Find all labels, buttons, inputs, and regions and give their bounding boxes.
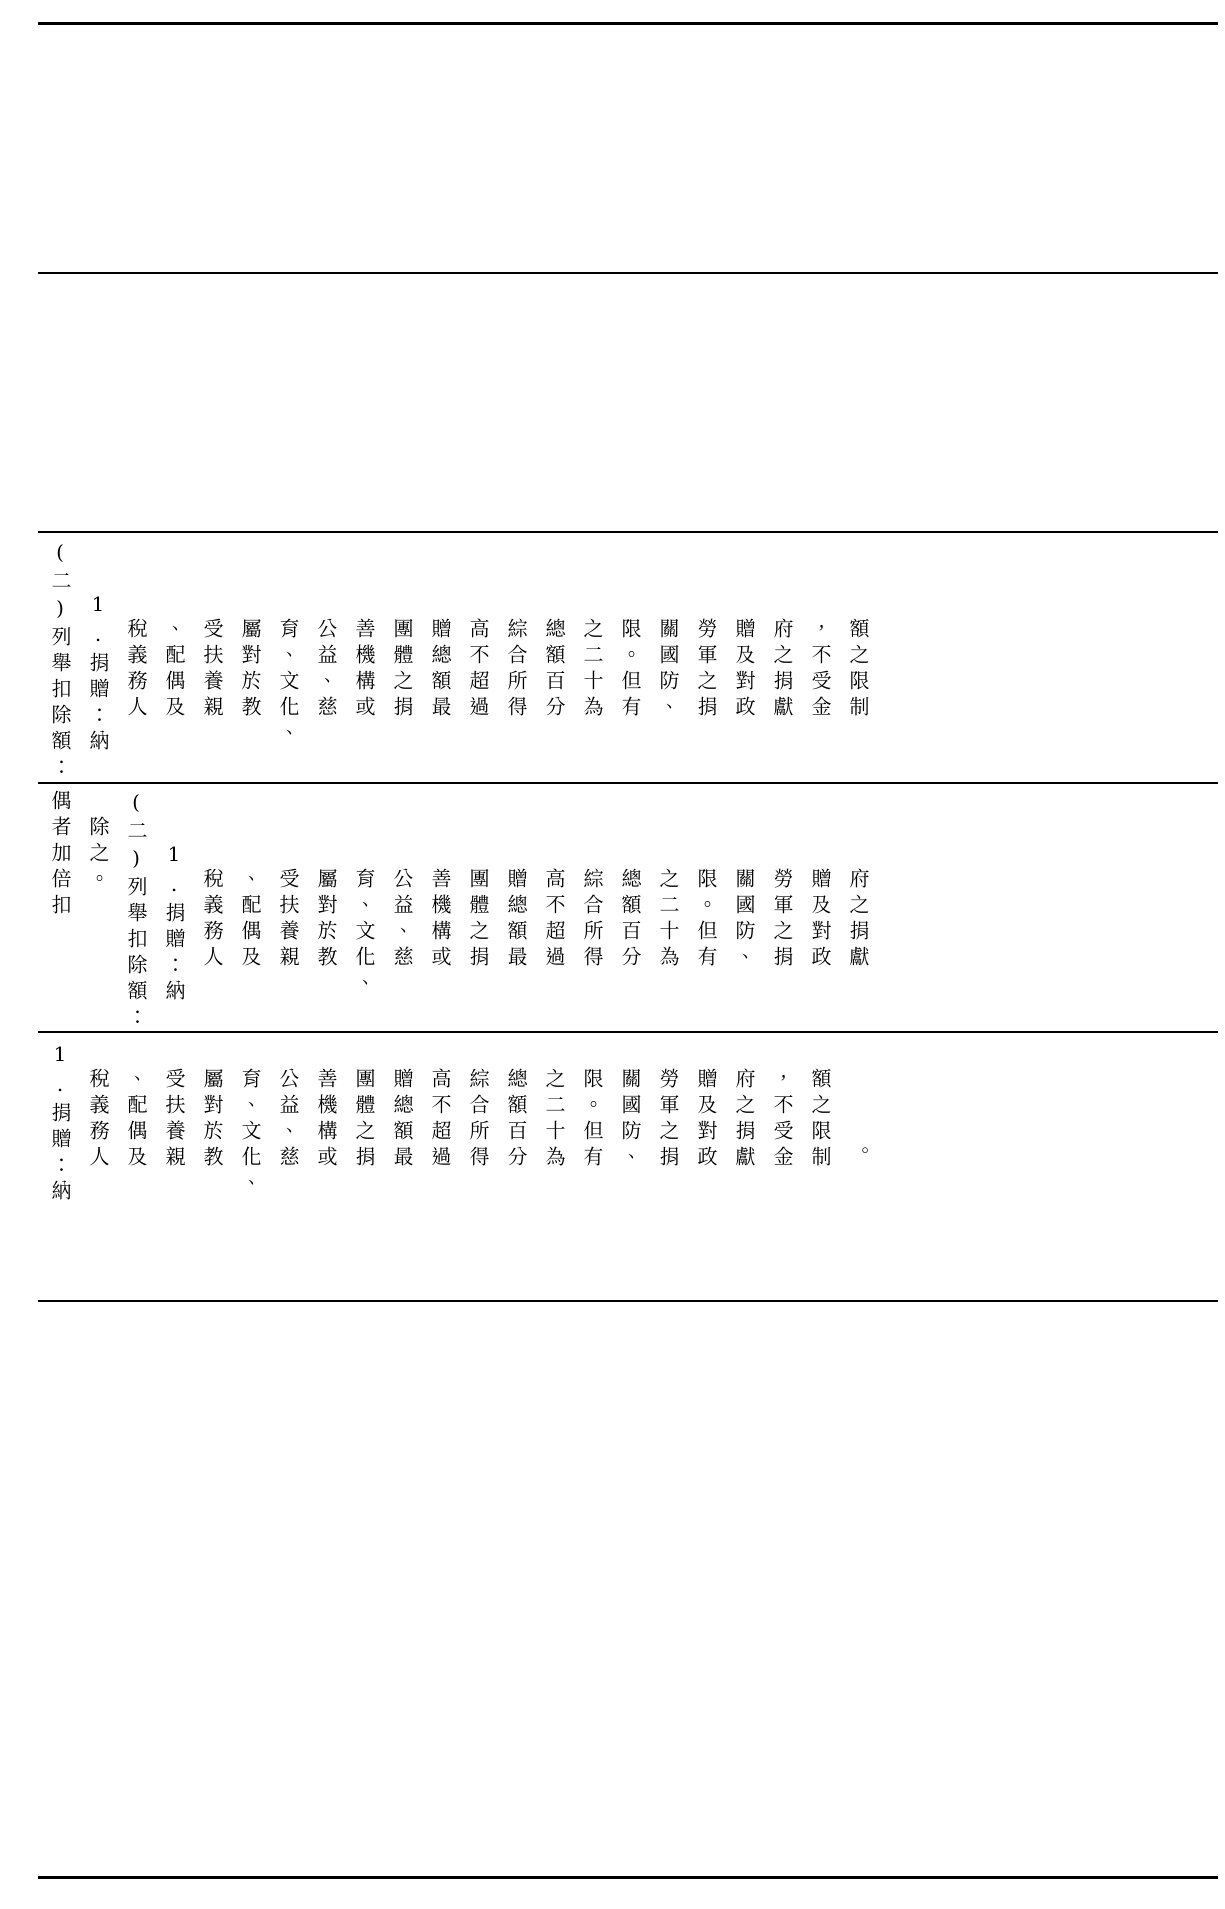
vertical-column: 府之捐獻 — [732, 1042, 756, 1172]
vertical-column: 公益、慈 — [276, 1042, 300, 1172]
vertical-column: 之二十為 — [542, 1042, 566, 1172]
vertical-column: 勞軍之捐 — [770, 790, 794, 972]
vertical-column: 勞軍之捐 — [694, 540, 718, 722]
vertical-column: 受扶養親 — [200, 540, 224, 722]
vertical-column: 育、文化、 — [238, 1042, 262, 1198]
vertical-column: 綜合所得 — [504, 540, 528, 722]
vertical-column: 關國防、 — [656, 540, 680, 722]
vertical-column: 屬對於教 — [238, 540, 262, 722]
vertical-column: 育、文化、 — [276, 540, 300, 748]
vertical-column: 贈及對政 — [694, 1042, 718, 1172]
vertical-column: 稅義務人 — [200, 790, 224, 972]
vertical-column: 。 — [846, 1042, 870, 1172]
vertical-column: 公益、慈 — [314, 540, 338, 722]
vertical-column: (二)列舉扣除額： — [48, 540, 72, 782]
vertical-column: (二)列舉扣除額： — [124, 790, 148, 1032]
vertical-column: 育、文化、 — [352, 790, 376, 998]
vertical-column: 高不超過 — [542, 790, 566, 972]
vertical-column: 稅義務人 — [124, 540, 148, 722]
vertical-column: 團體之捐 — [352, 1042, 376, 1172]
vertical-column: 關國防、 — [732, 790, 756, 972]
vertical-column: 1.捐贈：納 — [86, 540, 110, 756]
vertical-column: 偶者加倍扣 — [48, 790, 72, 920]
vertical-column: 總額百分 — [542, 540, 566, 722]
vertical-column: 善機構或 — [352, 540, 376, 722]
vertical-column: 限。但有 — [694, 790, 718, 972]
vertical-column: 1.捐贈：納 — [48, 1042, 72, 1206]
vertical-column: 贈及對政 — [808, 790, 832, 972]
vertical-column: 受扶養親 — [162, 1042, 186, 1172]
vertical-column: 屬對於教 — [200, 1042, 224, 1172]
vertical-column: 受扶養親 — [276, 790, 300, 972]
vertical-column: 善機構或 — [314, 1042, 338, 1172]
vertical-column: 之二十為 — [656, 790, 680, 972]
vertical-column: 贈總額最 — [390, 1042, 414, 1172]
vertical-column: 勞軍之捐 — [656, 1042, 680, 1172]
vertical-column: 稅義務人 — [86, 1042, 110, 1172]
vertical-column: 、配偶及 — [124, 1042, 148, 1172]
vertical-column: 額之限制 — [808, 1042, 832, 1172]
vertical-column: 高不超過 — [466, 540, 490, 722]
vertical-column: 除之。 — [86, 790, 110, 894]
vertical-column: 府之捐獻 — [770, 540, 794, 722]
vertical-column: 贈總額最 — [428, 540, 452, 722]
vertical-column: 團體之捐 — [466, 790, 490, 972]
vertical-column: 贈及對政 — [732, 540, 756, 722]
vertical-column: 高不超過 — [428, 1042, 452, 1172]
vertical-column: 綜合所得 — [580, 790, 604, 972]
vertical-column: ，不受金 — [770, 1042, 794, 1172]
vertical-column: 屬對於教 — [314, 790, 338, 972]
vertical-column: 總額百分 — [504, 1042, 528, 1172]
vertical-column: 關國防、 — [618, 1042, 642, 1172]
vertical-column: 限。但有 — [618, 540, 642, 722]
vertical-column: 總額百分 — [618, 790, 642, 972]
vertical-column: 之二十為 — [580, 540, 604, 722]
vertical-column: 善機構或 — [428, 790, 452, 972]
vertical-column: 團體之捐 — [390, 540, 414, 722]
vertical-column: 、配偶及 — [238, 790, 262, 972]
vertical-column: 額之限制 — [846, 540, 870, 722]
vertical-column: 1.捐贈：納 — [162, 790, 186, 1006]
vertical-column: ，不受金 — [808, 540, 832, 722]
vertical-column: 限。但有 — [580, 1042, 604, 1172]
vertical-column: 、配偶及 — [162, 540, 186, 722]
vertical-column: 府之捐獻 — [846, 790, 870, 972]
vertical-column: 贈總額最 — [504, 790, 528, 972]
vertical-column: 公益、慈 — [390, 790, 414, 972]
vertical-column: 綜合所得 — [466, 1042, 490, 1172]
